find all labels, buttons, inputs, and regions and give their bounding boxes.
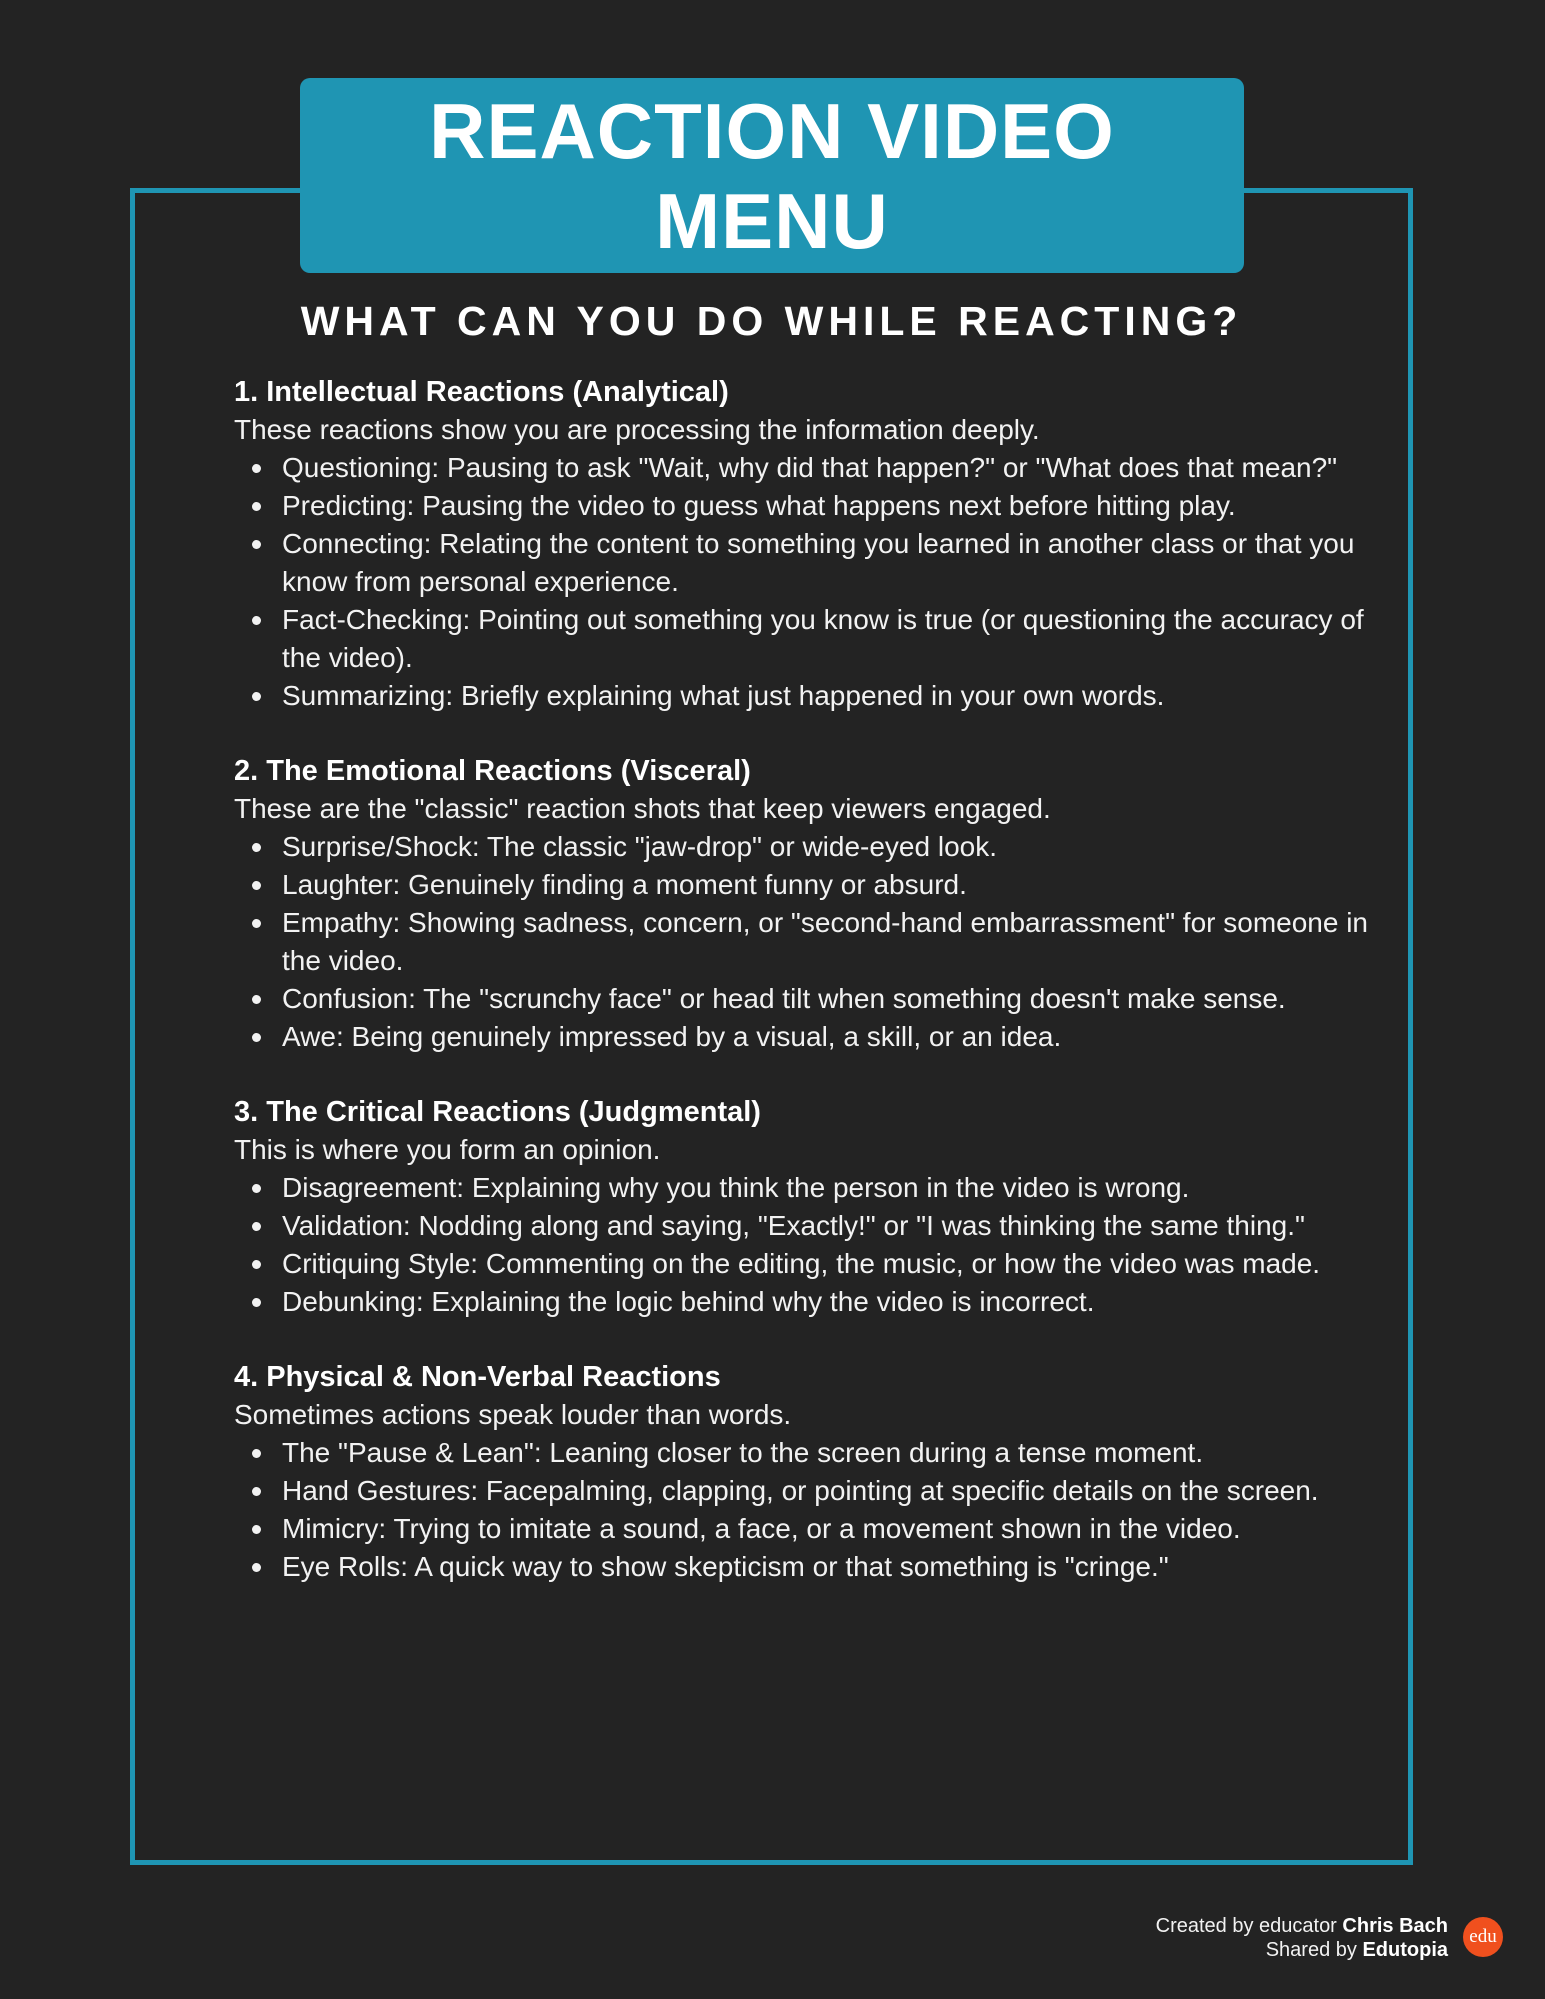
list-item: Fact-Checking: Pointing out something you know is true (or questioning the accuracy of the video). <box>282 601 1376 677</box>
title-banner <box>300 78 1244 273</box>
list-item: Surprise/Shock: The classic "jaw-drop" or wide-eyed look. <box>282 828 1376 866</box>
section-intro: Sometimes actions speak louder than words. <box>234 1399 792 1430</box>
section-heading: 4. Physical & Non-Verbal Reactions <box>234 1361 721 1393</box>
page-subtitle: WHAT CAN YOU DO WHILE REACTING? <box>300 298 1243 344</box>
list-item: Awe: Being genuinely impressed by a visual, a skill, or an idea. <box>282 1018 1376 1056</box>
section-physical <box>234 1358 1376 1586</box>
list-item: Connecting: Relating the content to something you learned in another class or that you know from personal experience. <box>282 525 1376 601</box>
section-emotional <box>234 752 1376 1056</box>
section-heading: 1. Intellectual Reactions (Analytical) <box>234 376 729 408</box>
list-item: Eye Rolls: A quick way to show skepticism or that something is "cringe." <box>282 1548 1376 1586</box>
section-heading: 2. The Emotional Reactions (Visceral) <box>234 755 751 787</box>
section-critical <box>234 1093 1376 1321</box>
list-item: The "Pause & Lean": Leaning closer to the screen during a tense moment. <box>282 1434 1376 1472</box>
shared-by-line <box>1156 1938 1448 1962</box>
section-item-list <box>234 1169 1376 1321</box>
sections-container <box>234 373 1376 1623</box>
list-item: Laughter: Genuinely finding a moment funny or absurd. <box>282 866 1376 904</box>
section-item-list <box>234 449 1376 715</box>
list-item: Predicting: Pausing the video to guess what happens next before hitting play. <box>282 487 1376 525</box>
list-item: Debunking: Explaining the logic behind why the video is incorrect. <box>282 1283 1376 1321</box>
shared-by-prefix: Shared by <box>1265 1939 1363 1961</box>
created-by-prefix: Created by educator <box>1155 1915 1343 1937</box>
credit-block <box>1156 1914 1448 1962</box>
list-item: Validation: Nodding along and saying, "Exactly!" or "I was thinking the same thing." <box>282 1207 1376 1245</box>
educator-name: Chris Bach <box>1342 1915 1448 1937</box>
list-item: Summarizing: Briefly explaining what just happened in your own words. <box>282 677 1376 715</box>
publisher-name: Edutopia <box>1362 1939 1448 1961</box>
section-intro: These are the "classic" reaction shots that keep viewers engaged. <box>234 793 1051 824</box>
section-item-list <box>234 1434 1376 1586</box>
list-item: Confusion: The "scrunchy face" or head tilt when something doesn't make sense. <box>282 980 1376 1018</box>
section-intellectual <box>234 373 1376 715</box>
edutopia-logo-icon: edu <box>1463 1917 1503 1957</box>
section-intro: These reactions show you are processing the information deeply. <box>234 414 1040 445</box>
list-item: Hand Gestures: Facepalming, clapping, or pointing at specific details on the screen. <box>282 1472 1376 1510</box>
list-item: Empathy: Showing sadness, concern, or "second-hand embarrassment" for someone in the video. <box>282 904 1376 980</box>
list-item: Disagreement: Explaining why you think the person in the video is wrong. <box>282 1169 1376 1207</box>
title-line-2: MENU <box>655 176 889 265</box>
section-item-list <box>234 828 1376 1056</box>
section-heading: 3. The Critical Reactions (Judgmental) <box>234 1096 761 1128</box>
title-line-1: REACTION VIDEO <box>429 86 1115 175</box>
section-intro: This is where you form an opinion. <box>234 1134 661 1165</box>
list-item: Critiquing Style: Commenting on the editing, the music, or how the video was made. <box>282 1245 1376 1283</box>
list-item: Mimicry: Trying to imitate a sound, a face, or a movement shown in the video. <box>282 1510 1376 1548</box>
list-item: Questioning: Pausing to ask "Wait, why did that happen?" or "What does that mean?" <box>282 449 1376 487</box>
created-by-line <box>1156 1914 1448 1938</box>
